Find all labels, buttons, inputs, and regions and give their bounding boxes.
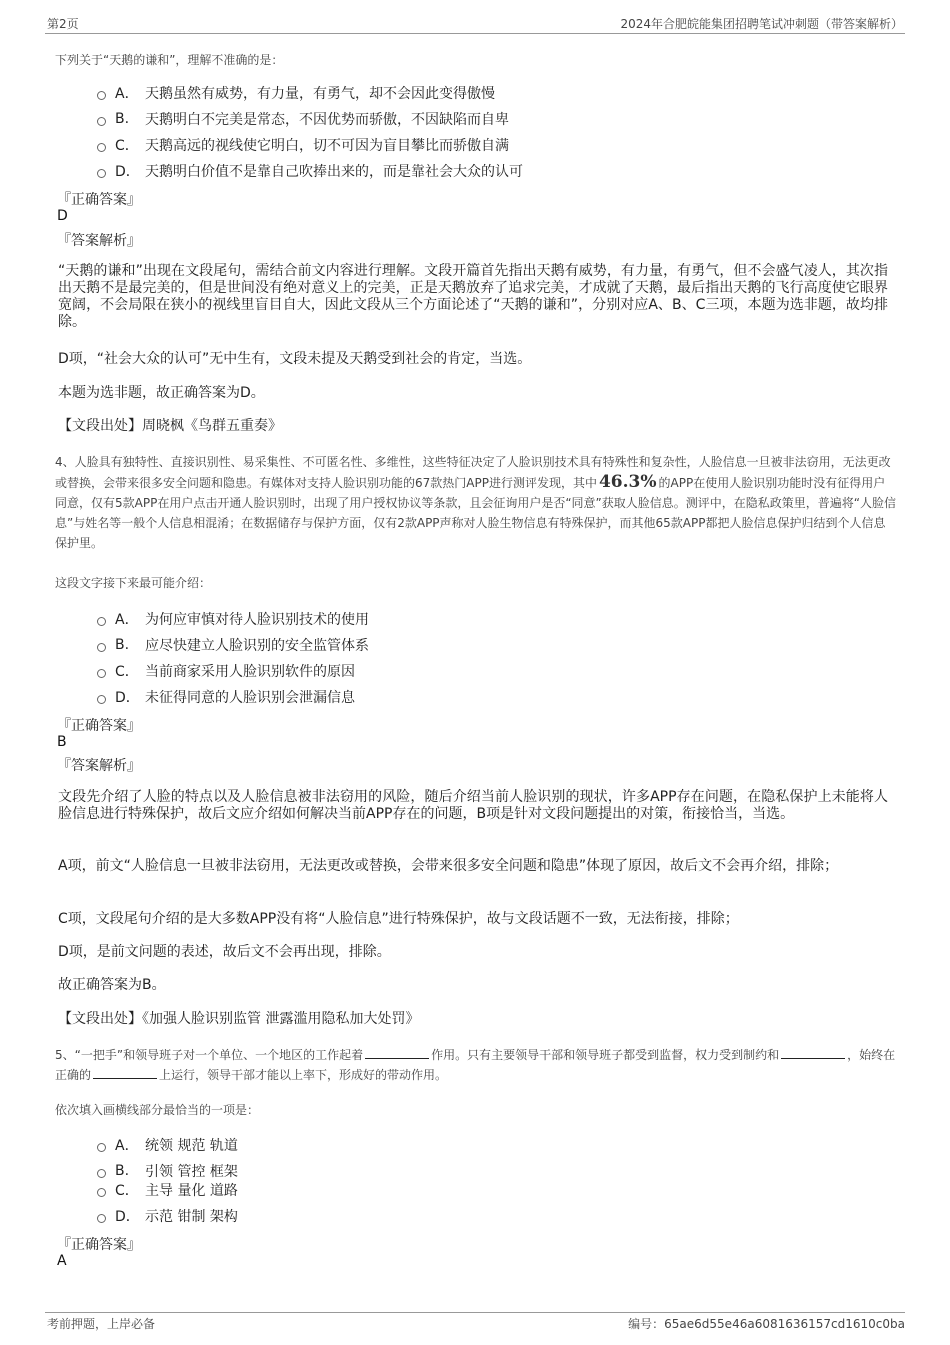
document-code: 编号：65ae6d55e46a6081636157cd1610c0ba (628, 1317, 905, 1331)
radio-icon[interactable] (97, 1188, 106, 1197)
header-divider (45, 33, 905, 34)
q3-option-c[interactable]: C． 天鹅高远的视线使它明白，切不可因为盲目攀比而骄傲自满 (97, 135, 509, 155)
q3-answer: D (57, 208, 68, 224)
q4-answer: B (57, 734, 67, 750)
radio-icon[interactable] (97, 643, 106, 652)
q4-analysis-paragraph: 故正确答案为B。 (58, 977, 166, 993)
q4-option-c[interactable]: C． 当前商家采用人脸识别软件的原因 (97, 661, 355, 681)
q3-option-b[interactable]: B. 天鹅明白不完美是常态，不因优势而骄傲，不因缺陷而自卑 (97, 109, 509, 129)
footer-slogan: 考前押题，上岸必备 (47, 1317, 156, 1331)
q4-stem: 4、人脸具有独特性、直接识别性、易采集性、不可匿名性、多维性，这些特征决定了人脸识别技术具有特殊性和复杂性，人脸信息一旦被非法窃用，无法更改或替换，会带来很多安全问题和隐患。有媒体对支持人脸识别功能的67款热门APP进行测评发现，其中 46.3% 的APP在使用人脸识别功能时没有征得用户同意，仅有5款APP在用户点击开通人脸识别时，出现了用户授权协议等条款，且会征询用户是否“同意”获取人脸信息。测评中，在隐私政策里，普遍将“人脸信息”与姓名等一般个人信息相混淆；在数据储存与保护方面，仅有2款APP声称对人脸生物信息有特殊保护，而其他65款APP都把人脸信息保护归结到个人信息保护里。 (55, 455, 896, 550)
radio-icon[interactable] (97, 1143, 106, 1152)
q3-analysis-paragraph: 本题为选非题，故正确答案为D。 (58, 385, 265, 401)
q5-option-a[interactable]: A． 统领 规范 轨道 (97, 1135, 238, 1155)
radio-icon[interactable] (97, 1214, 106, 1223)
q5-stem: 5、“一把手”和领导班子对一个单位、一个地区的工作起着 作用。只有主要领导干部和领导班子都受到监督，权力受到制约和 ，始终在正确的 上运行，领导干部才能以上率下，形成好的带动作用。 (55, 1048, 896, 1082)
q4-prompt: 这段文字接下来最可能介绍： (55, 576, 212, 590)
radio-icon[interactable] (97, 617, 106, 626)
radio-icon[interactable] (97, 1169, 106, 1178)
q4-analysis-paragraph: 文段先介绍了人脸的特点以及人脸信息被非法窃用的风险，随后介绍当前人脸识别的现状，许多APP存在问题，在隐私保护上未能将人脸信息进行特殊保护，故后文应介绍如何解决当前APP存在的问题，B项是针对文段问题提出的对策，衔接恰当，当选。 (58, 789, 888, 822)
q3-option-d[interactable]: D． 天鹅明白价值不是靠自己吹捧出来的，而是靠社会大众的认可 (97, 161, 523, 181)
fill-blank[interactable] (781, 1046, 845, 1059)
q4-answer-heading: 『正确答案』 (57, 718, 141, 734)
q3-prompt: 下列关于“天鹅的谦和”，理解不准确的是： (55, 53, 284, 67)
radio-icon[interactable] (97, 117, 106, 126)
q4-stem-percentage: 46.3% (598, 472, 657, 492)
fill-blank[interactable] (365, 1046, 429, 1059)
radio-icon[interactable] (97, 669, 106, 678)
footer-divider (45, 1312, 905, 1313)
q5-answer-heading: 『正确答案』 (57, 1237, 141, 1253)
q4-analysis-heading: 『答案解析』 (57, 758, 141, 774)
q4-option-b[interactable]: B. 应尽快建立人脸识别的安全监管体系 (97, 635, 369, 655)
radio-icon[interactable] (97, 143, 106, 152)
q4-option-a[interactable]: A． 为何应审慎对待人脸识别技术的使用 (97, 609, 369, 629)
q4-option-d[interactable]: D． 未征得同意的人脸识别会泄漏信息 (97, 687, 355, 707)
radio-icon[interactable] (97, 169, 106, 178)
q5-prompt: 依次填入画横线部分最恰当的一项是： (55, 1103, 260, 1117)
q3-option-a[interactable]: A． 天鹅虽然有威势，有力量，有勇气，却不会因此变得傲慢 (97, 83, 495, 103)
q4-analysis-paragraph: C项，文段尾句介绍的是大多数APP没有将“人脸信息”进行特殊保护，故与文段话题不一致，无法衔接，排除； (58, 911, 739, 927)
q3-analysis-paragraph: “天鹅的谦和”出现在文段尾句，需结合前文内容进行理解。文段开篇首先指出天鹅有威势，有力量，有勇气，但不会盛气凌人，其次指出天鹅不是最完美的，但是世间没有绝对意义上的完美，正是天鹅放弃了追求完美，才成就了天鹅，最后指出天鹅的飞行高度使它眼界宽阔，不会局限在狭小的视线里盲目自大，因此文段从三个方面论述了“天鹅的谦和”，分别对应A、B、C三项，本题为选非题，故均排除。 (58, 263, 888, 330)
q4-analysis-paragraph: D项，是前文问题的表述，故后文不会再出现，排除。 (58, 944, 391, 960)
radio-icon[interactable] (97, 91, 106, 100)
document-title: 2024年合肥皖能集团招聘笔试冲刺题（带答案解析） (620, 17, 903, 31)
q5-option-c[interactable]: C． 主导 量化 道路 (97, 1180, 238, 1200)
q5-option-d[interactable]: D． 示范 钳制 架构 (97, 1206, 238, 1226)
fill-blank[interactable] (93, 1066, 157, 1079)
page-number: 第2页 (47, 17, 79, 31)
q5-answer: A (57, 1253, 67, 1269)
q5-option-b[interactable]: B. 引领 管控 框架 (97, 1161, 238, 1181)
q3-answer-heading: 『正确答案』 (57, 192, 141, 208)
q4-source: 【文段出处】《加强人脸识别监管 泄露滥用隐私加大处罚》 (58, 1011, 420, 1027)
q3-analysis-heading: 『答案解析』 (57, 233, 141, 249)
radio-icon[interactable] (97, 695, 106, 704)
q3-source: 【文段出处】周晓枫《鸟群五重奏》 (58, 418, 282, 434)
q4-analysis-paragraph: A项，前文“人脸信息一旦被非法窃用，无法更改或替换，会带来很多安全问题和隐患”体现了原因，故后文不会再介绍，排除； (58, 858, 839, 874)
q3-analysis-paragraph: D项，“社会大众的认可”无中生有，文段未提及天鹅受到社会的肯定，当选。 (58, 351, 532, 367)
